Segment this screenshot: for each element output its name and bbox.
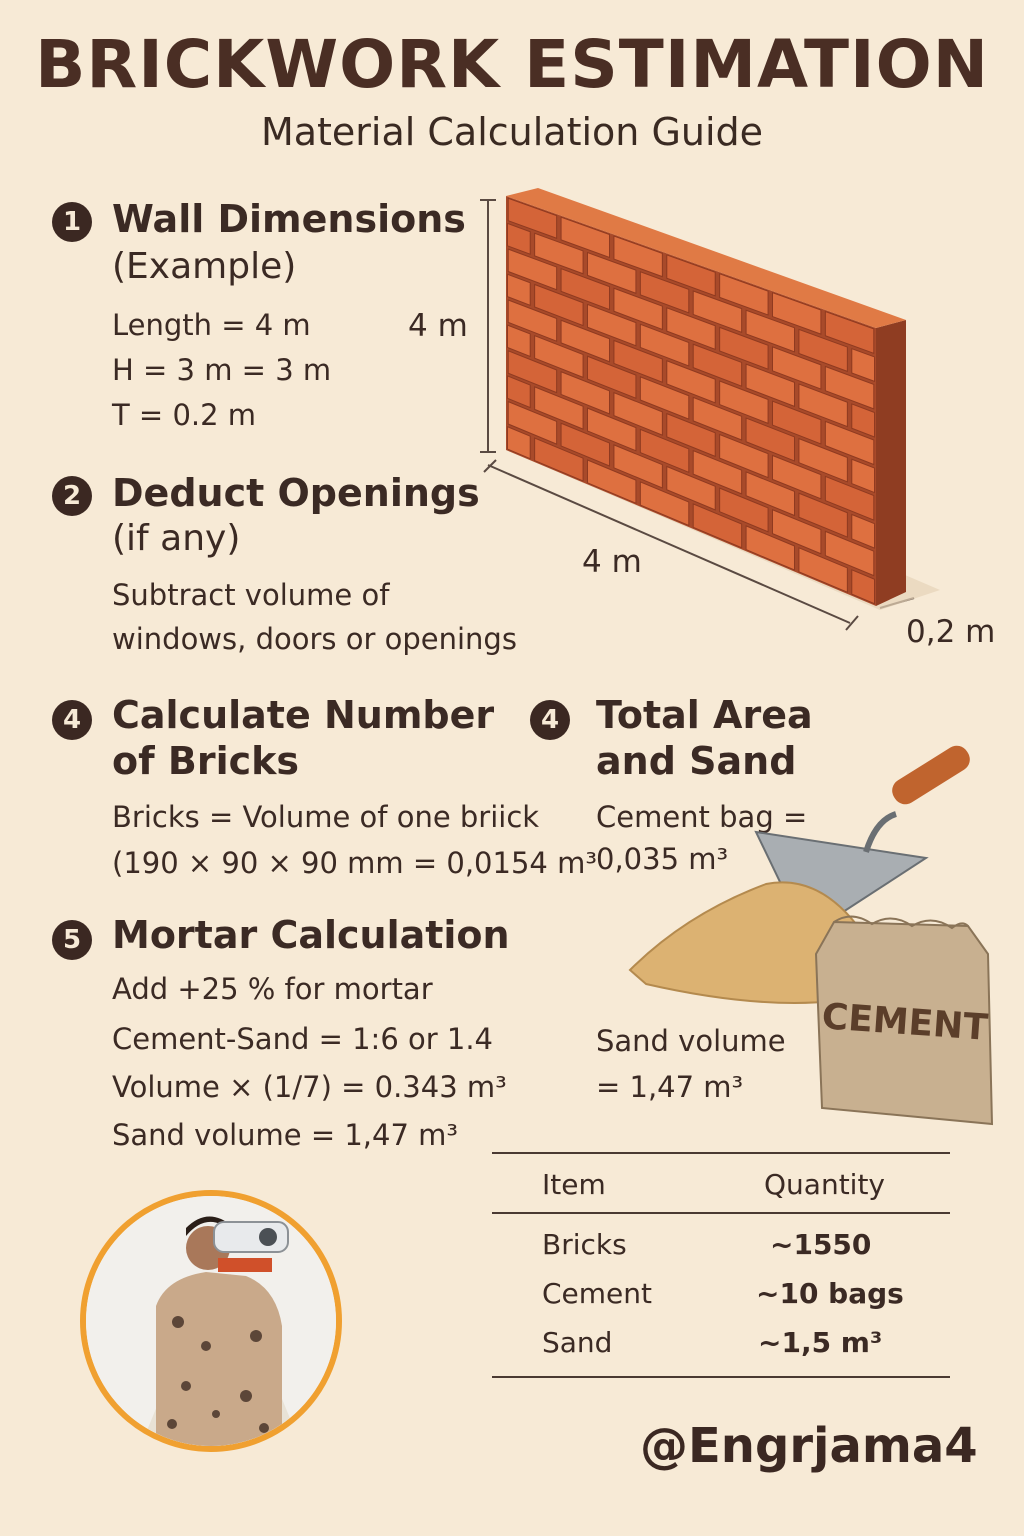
step-number-4: 4 — [530, 700, 570, 740]
wall-length-line: Length = 4 m — [112, 308, 311, 342]
total-area-heading-line-2: and Sand — [596, 739, 797, 783]
avatar — [80, 1190, 342, 1452]
cement-bag-line-2: 0,035 m³ — [596, 842, 729, 876]
openings-line-2: windows, doors or openings — [112, 622, 517, 656]
calculate-bricks-heading-line-1: Calculate Number — [112, 693, 495, 737]
table-header-item: Item — [542, 1168, 606, 1201]
deduct-openings-subheading: (if any) — [112, 518, 241, 559]
table-bottom-rule — [492, 1376, 950, 1378]
brick-wall-illustration — [470, 180, 1010, 650]
table-row-quantity: ~1,5 m³ — [758, 1326, 883, 1359]
table-header-rule — [492, 1212, 950, 1214]
table-top-rule — [492, 1152, 950, 1154]
table-row-item: Cement — [542, 1277, 653, 1310]
deduct-openings-heading: Deduct Openings — [112, 471, 480, 515]
step-number-3: 4 — [52, 700, 92, 740]
page-title: BRICKWORK ESTIMATION — [35, 26, 989, 103]
wall-height-label: 4 m — [408, 308, 468, 344]
wall-height-line: H = 3 m = 3 m — [112, 353, 332, 387]
table-header-quantity: Quantity — [764, 1168, 885, 1201]
trowel-sand-cement-illustration — [626, 734, 1016, 1134]
wall-dimensions-subheading: (Example) — [112, 246, 297, 287]
surveyor-photo-icon — [86, 1196, 336, 1446]
author-handle: @Engrjama4 — [640, 1418, 978, 1474]
mortar-line-4: Sand volume = 1,47 m³ — [112, 1118, 459, 1152]
table-row-item: Sand — [542, 1326, 613, 1359]
sand-volume-line-1: Sand volume — [596, 1024, 786, 1058]
openings-line-1: Subtract volume of — [112, 578, 390, 612]
total-area-heading-line-1: Total Area — [596, 693, 813, 737]
step-number-2: 2 — [52, 476, 92, 516]
mortar-line-2: Cement-Sand = 1:6 or 1.4 — [112, 1022, 493, 1056]
table-row-quantity: ~1550 — [770, 1228, 872, 1261]
wall-length-label: 4 m — [582, 544, 642, 580]
calculate-bricks-heading-line-2: of Bricks — [112, 739, 300, 783]
wall-dimensions-heading: Wall Dimensions — [112, 197, 466, 241]
cement-bag-label: CEMENT — [820, 996, 990, 1049]
step-number-1: 1 — [52, 202, 92, 242]
table-row-quantity: ~10 bags — [756, 1277, 904, 1310]
page-subtitle: Material Calculation Guide — [260, 110, 764, 154]
bricks-formula-line-2: (190 × 90 × 90 mm = 0,0154 m³ — [112, 846, 597, 880]
mortar-calculation-heading: Mortar Calculation — [112, 913, 510, 957]
mortar-line-3: Volume × (1/7) = 0.343 m³ — [112, 1070, 507, 1104]
mortar-line-1: Add +25 % for mortar — [112, 972, 433, 1006]
sand-volume-line-2: = 1,47 m³ — [596, 1070, 744, 1104]
wall-thickness-label: 0,2 m — [906, 614, 996, 650]
step-number-5: 5 — [52, 920, 92, 960]
wall-thickness-line: T = 0.2 m — [112, 398, 257, 432]
table-row-item: Bricks — [542, 1228, 627, 1261]
bricks-formula-line-1: Bricks = Volume of one briick — [112, 800, 540, 834]
cement-bag-line-1: Cement bag = — [596, 800, 808, 834]
